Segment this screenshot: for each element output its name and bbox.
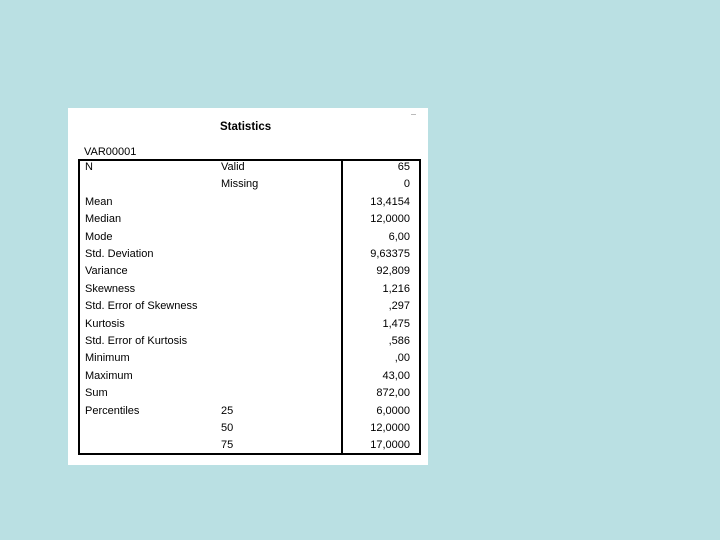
row-value: 9,63375 bbox=[370, 248, 410, 260]
row-value: 12,0000 bbox=[370, 213, 410, 226]
row-value: ,297 bbox=[388, 300, 410, 313]
table-row bbox=[68, 437, 428, 454]
row-sublabel: Missing bbox=[221, 178, 259, 191]
row-label: Median bbox=[85, 213, 122, 226]
table-title: Statistics bbox=[220, 121, 272, 133]
row-label: Sum bbox=[85, 387, 108, 400]
row-sublabel: 25 bbox=[221, 404, 234, 417]
row-value: ,586 bbox=[388, 335, 410, 347]
row-label: N bbox=[85, 161, 93, 173]
row-label: Kurtosis bbox=[85, 317, 125, 330]
row-label: Mean bbox=[85, 195, 113, 208]
row-value: 12,0000 bbox=[370, 422, 410, 434]
table-row bbox=[68, 194, 428, 211]
row-value: 13,4154 bbox=[370, 195, 410, 208]
table-row bbox=[68, 420, 428, 437]
row-label: Minimum bbox=[85, 352, 130, 365]
table-row bbox=[68, 281, 428, 298]
row-value: ,00 bbox=[394, 352, 410, 365]
row-label: Percentiles bbox=[85, 404, 140, 417]
row-label: Mode bbox=[85, 230, 113, 243]
table-row bbox=[68, 298, 428, 315]
row-sublabel: 75 bbox=[221, 439, 234, 452]
row-value: 6,0000 bbox=[376, 404, 410, 417]
table-row bbox=[68, 159, 428, 176]
table-row bbox=[68, 246, 428, 263]
row-value: 6,00 bbox=[388, 230, 410, 243]
row-label: Std. Deviation bbox=[85, 248, 154, 260]
statistics-panel bbox=[68, 108, 428, 465]
row-label: Skewness bbox=[85, 282, 136, 295]
corner-mark bbox=[411, 114, 416, 115]
table-row bbox=[68, 176, 428, 193]
table-row bbox=[68, 385, 428, 402]
row-value: 1,475 bbox=[382, 317, 410, 330]
row-label: Variance bbox=[85, 265, 128, 278]
row-value: 65 bbox=[397, 161, 410, 173]
table-row bbox=[68, 263, 428, 280]
row-value: 17,0000 bbox=[370, 439, 410, 452]
table-row bbox=[68, 316, 428, 333]
table-row bbox=[68, 350, 428, 367]
row-value: 1,216 bbox=[382, 282, 410, 295]
table-row bbox=[68, 368, 428, 385]
row-label: Maximum bbox=[85, 369, 133, 382]
variable-name: VAR00001 bbox=[84, 146, 137, 158]
row-value: 92,809 bbox=[376, 265, 410, 278]
row-sublabel: Valid bbox=[221, 161, 245, 173]
row-label: Std. Error of Kurtosis bbox=[85, 335, 188, 347]
row-value: 872,00 bbox=[376, 387, 410, 400]
row-sublabel: 50 bbox=[221, 422, 234, 434]
table-row bbox=[68, 211, 428, 228]
row-value: 43,00 bbox=[382, 369, 410, 382]
row-label: Std. Error of Skewness bbox=[85, 300, 198, 313]
row-value: 0 bbox=[403, 178, 410, 191]
table-row bbox=[68, 403, 428, 420]
table-row bbox=[68, 333, 428, 350]
table-row bbox=[68, 229, 428, 246]
